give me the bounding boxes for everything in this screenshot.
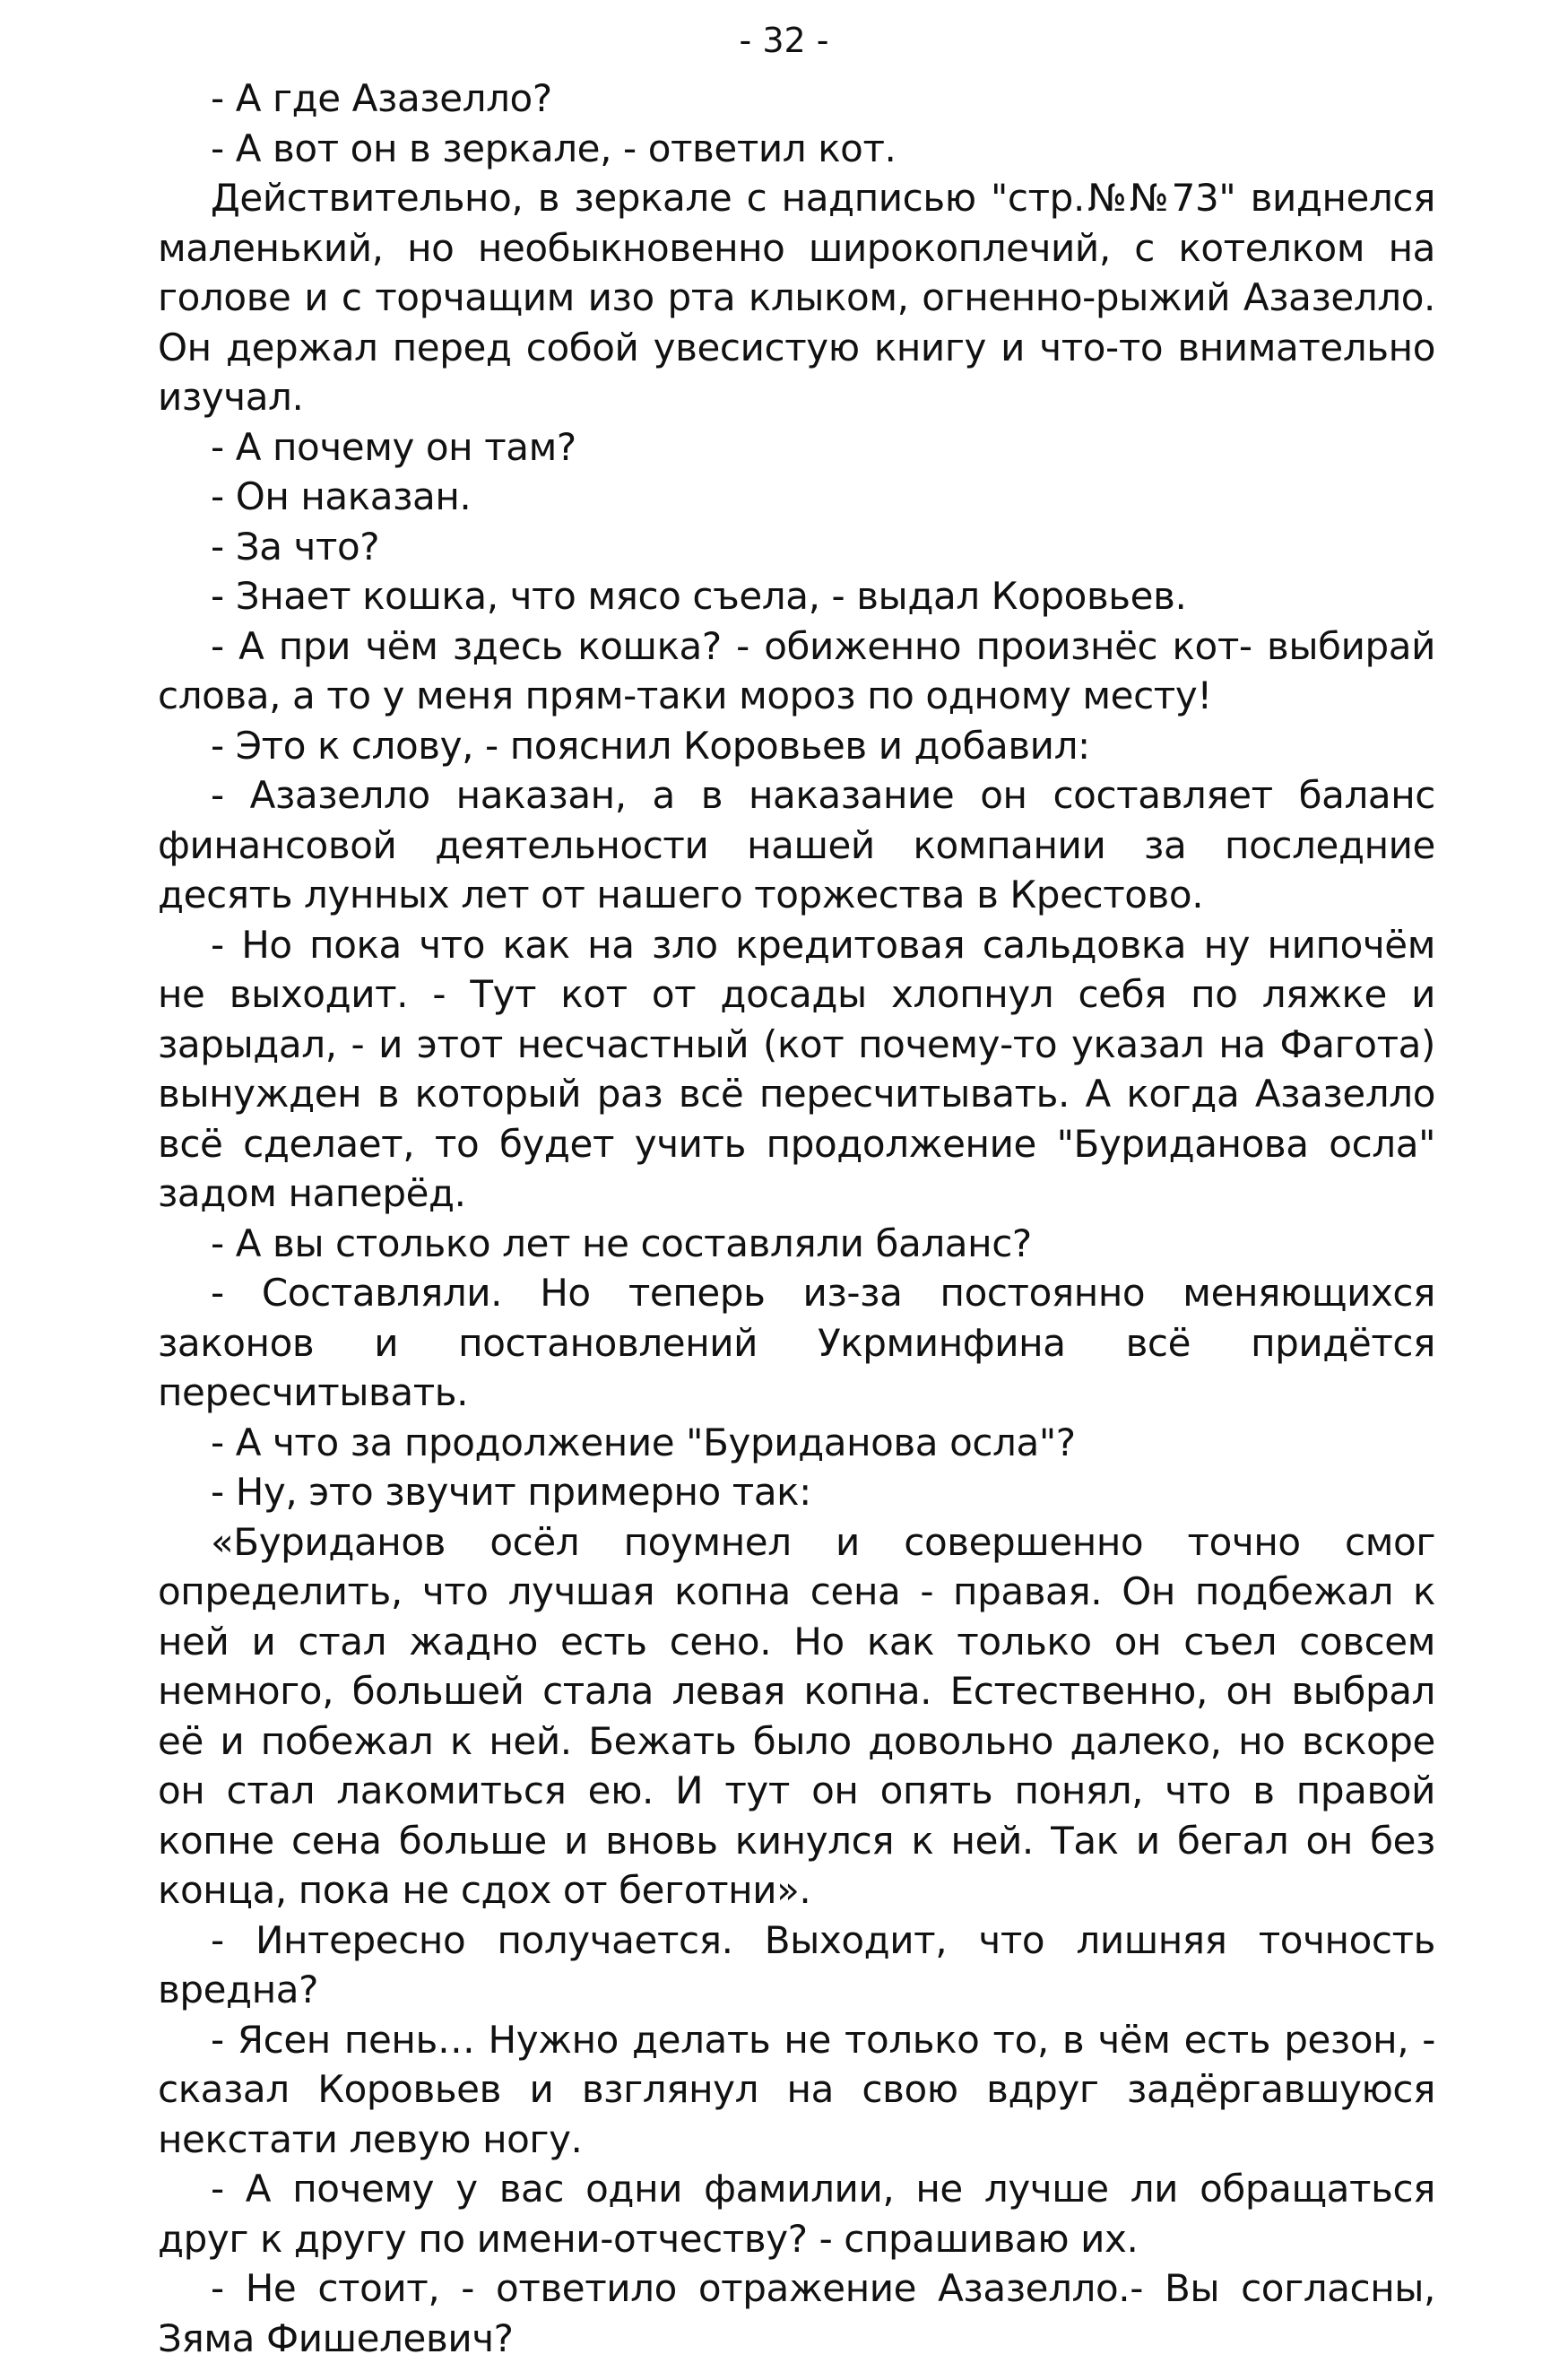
- paragraph: - А при чём здесь кошка? - обиженно произнёс кот- выбирай слова, а то у меня прям-таки мороз по одному месту!: [158, 623, 1435, 717]
- paragraph: «Буриданов осёл поумнел и совершенно точно смог определить, что лучшая копна сена - правая. Он подбежал к ней и стал жадно есть сено. Но как только он съел совсем немного, большей стала левая копна. Естественно, он выбрал её и побежал к ней. Бежать было довольно далеко, но вскоре он стал лакомиться ею. И тут он опять понял, что в правой копне сена больше и вновь кинулся к ней. Так и бегал он без конца, пока не сдох от беготни».: [158, 1519, 1435, 1912]
- paragraph: - А вы столько лет не составляли баланс?: [211, 1221, 1032, 1265]
- paragraph: Действительно, в зеркале с надписью "стр.№№73" виднелся маленький, но необыкновенно широкоплечий, с котелком на голове и с торчащим изо рта клыком, огненно-рыжий Азазелло. Он держал перед собой увесистую книгу и что-то внимательно изучал.: [158, 176, 1435, 419]
- paragraph: - Интересно получается. Выходит, что лишняя точность вредна?: [158, 1917, 1435, 2011]
- paragraph: - А где Азазелло?: [211, 76, 552, 120]
- paragraph: - Но пока что как на зло кредитовая сальдовка ну нипочём не выходит. - Тут кот от досады хлопнул себя по ляжке и зарыдал, - и этот несчастный (кот почему-то указал на Фагота) вынужден в который раз всё пересчитывать. А когда Азазелло всё сделает, то будет учить продолжение "Буриданова осла" задом наперёд.: [158, 922, 1435, 1215]
- document-text: [158, 74, 1435, 2363]
- paragraph: - Это к слову, - пояснил Коровьев и добавил:: [211, 723, 1090, 768]
- paragraph: - Ну, это звучит примерно так:: [211, 1470, 811, 1514]
- paragraph: - За что?: [211, 524, 380, 569]
- paragraph: - А почему у вас одни фамилии, не лучше ли обращаться друг к другу по имени-отчеству? - спрашиваю их.: [158, 2167, 1435, 2261]
- page-number: - 32 -: [739, 21, 829, 60]
- paragraph: - Ясен пень… Нужно делать не только то, в чём есть резон, - сказал Коровьев и взглянул на свою вдруг задёргавшуюся некстати левую ногу.: [158, 2017, 1435, 2161]
- paragraph: - Азазелло наказан, а в наказание он составляет баланс финансовой деятельности нашей компании за последние десять лунных лет от нашего торжества в Крестово.: [158, 773, 1435, 917]
- paragraph: - Он наказан.: [211, 474, 472, 518]
- paragraph: - А вот он в зеркале, - ответил кот.: [211, 126, 897, 170]
- paragraph: - Не стоит, - ответило отражение Азазелло.- Вы согласны, Зяма Фишелевич?: [158, 2266, 1435, 2360]
- paragraph: - А почему он там?: [211, 424, 576, 469]
- paragraph: - Составляли. Но теперь из-за постоянно меняющихся законов и постановлений Укрминфина всё придётся пересчитывать.: [158, 1271, 1435, 1414]
- paragraph: - А что за продолжение "Буриданова осла"?: [211, 1420, 1076, 1464]
- paragraph: - Знает кошка, что мясо съела, - выдал Коровьев.: [211, 574, 1187, 618]
